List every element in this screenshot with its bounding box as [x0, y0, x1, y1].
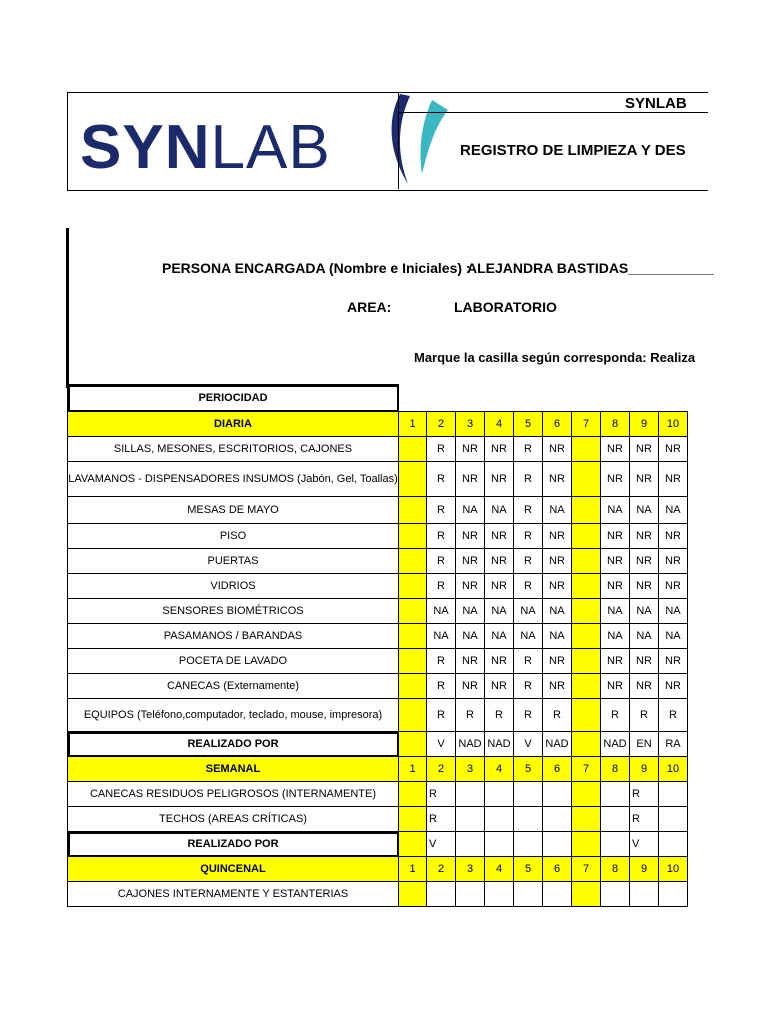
day-cell	[630, 882, 659, 907]
table-row	[68, 497, 688, 524]
day-cell: NR	[601, 649, 630, 674]
left-border	[66, 228, 69, 388]
done-by-cell: NAD	[485, 732, 514, 757]
activity-name: VIDRIOS	[68, 574, 399, 599]
done-by-cell: V	[427, 832, 456, 857]
day-cell	[572, 574, 601, 599]
day-number-7: 7	[572, 857, 601, 882]
day-cell	[456, 882, 485, 907]
header-separator	[398, 92, 399, 189]
day-number-5: 5	[514, 857, 543, 882]
done-by-cell: V	[427, 732, 456, 757]
document-title: REGISTRO DE LIMPIEZA Y DES	[460, 142, 686, 159]
day-cell: NR	[485, 674, 514, 699]
done-by-cell	[659, 832, 688, 857]
biweekly-label: QUINCENAL	[68, 857, 399, 882]
day-number-3: 3	[456, 757, 485, 782]
day-cell: NR	[659, 524, 688, 549]
activity-name: SENSORES BIOMÉTRICOS	[68, 599, 399, 624]
day-number-4: 4	[485, 412, 514, 437]
done-by-cell	[514, 832, 543, 857]
day-cell: NR	[543, 674, 572, 699]
periodicity-label: PERIOCIDAD	[68, 385, 399, 412]
day-cell: NR	[456, 462, 485, 497]
day-number-6: 6	[543, 757, 572, 782]
day-number-6: 6	[543, 857, 572, 882]
day-cell: R	[630, 699, 659, 732]
day-cell	[399, 699, 427, 732]
day-cell	[572, 524, 601, 549]
day-cell: R	[514, 497, 543, 524]
day-cell: NR	[601, 437, 630, 462]
day-cell: NA	[485, 599, 514, 624]
day-cell: R	[427, 699, 456, 732]
activity-name: PISO	[68, 524, 399, 549]
day-cell	[485, 807, 514, 832]
day-number-3: 3	[456, 412, 485, 437]
day-number-3: 3	[456, 857, 485, 882]
day-cell	[399, 882, 427, 907]
day-cell: NR	[543, 549, 572, 574]
day-cell: NR	[659, 649, 688, 674]
day-cell	[572, 549, 601, 574]
day-cell: NR	[485, 524, 514, 549]
responsible-value: ALEJANDRA BASTIDAS___________	[467, 260, 714, 276]
day-cell: R	[427, 497, 456, 524]
day-number-1: 1	[399, 412, 427, 437]
day-number-8: 8	[601, 412, 630, 437]
day-cell: R	[427, 574, 456, 599]
day-cell: R	[514, 574, 543, 599]
day-cell: NR	[601, 462, 630, 497]
day-cell: R	[427, 807, 456, 832]
day-cell: R	[427, 524, 456, 549]
day-cell: R	[601, 699, 630, 732]
day-cell: NR	[659, 462, 688, 497]
day-cell: NR	[456, 574, 485, 599]
cleaning-register-table	[67, 384, 688, 907]
day-cell	[572, 437, 601, 462]
activity-name: MESAS DE MAYO	[68, 497, 399, 524]
done-by-cell	[456, 832, 485, 857]
activity-name: TECHOS (AREAS CRÍTICAS)	[68, 807, 399, 832]
day-cell: R	[514, 462, 543, 497]
day-cell: NR	[630, 549, 659, 574]
header-divider	[398, 112, 708, 113]
day-cell: NA	[543, 599, 572, 624]
day-cell	[572, 807, 601, 832]
day-cell	[572, 599, 601, 624]
day-cell: NR	[543, 462, 572, 497]
activity-name: POCETA DE LAVADO	[68, 649, 399, 674]
day-cell: NR	[456, 649, 485, 674]
day-cell: NA	[659, 624, 688, 649]
synlab-logo	[80, 113, 331, 182]
day-cell: NR	[630, 462, 659, 497]
day-cell: NA	[659, 497, 688, 524]
area-value: LABORATORIO	[454, 299, 557, 315]
day-number-4: 4	[485, 857, 514, 882]
day-cell	[572, 462, 601, 497]
day-cell	[399, 807, 427, 832]
day-cell: R	[659, 699, 688, 732]
day-cell: NR	[659, 437, 688, 462]
day-number-9: 9	[630, 857, 659, 882]
day-cell	[572, 782, 601, 807]
logo-light: LAB	[210, 113, 331, 182]
day-cell: NA	[514, 624, 543, 649]
day-number-4: 4	[485, 757, 514, 782]
done-by-cell: NAD	[543, 732, 572, 757]
day-cell: NA	[659, 599, 688, 624]
day-cell: NA	[427, 624, 456, 649]
day-cell: R	[427, 437, 456, 462]
day-number-1: 1	[399, 857, 427, 882]
weekly-label: SEMANAL	[68, 757, 399, 782]
day-cell	[572, 699, 601, 732]
day-cell: NA	[543, 624, 572, 649]
table-row	[68, 437, 688, 462]
day-cell: NR	[485, 437, 514, 462]
day-cell	[456, 782, 485, 807]
day-cell: NR	[543, 649, 572, 674]
day-cell: NA	[514, 599, 543, 624]
day-cell: NA	[456, 497, 485, 524]
day-cell	[572, 882, 601, 907]
day-cell: NA	[543, 497, 572, 524]
done-by-cell	[572, 832, 601, 857]
day-cell	[572, 674, 601, 699]
done-by-cell	[601, 832, 630, 857]
day-number-10: 10	[659, 757, 688, 782]
day-cell: NA	[485, 624, 514, 649]
day-cell: R	[427, 462, 456, 497]
day-cell: R	[427, 674, 456, 699]
done-by-cell	[399, 732, 427, 757]
day-cell	[399, 462, 427, 497]
day-number-6: 6	[543, 412, 572, 437]
done-by-cell: NAD	[456, 732, 485, 757]
day-cell: R	[514, 674, 543, 699]
day-cell	[514, 882, 543, 907]
done-by-cell: NAD	[601, 732, 630, 757]
synlab-swoosh-icon	[382, 92, 452, 188]
day-cell: R	[514, 699, 543, 732]
done-by-cell	[572, 732, 601, 757]
day-number-7: 7	[572, 412, 601, 437]
day-cell: NR	[630, 574, 659, 599]
table-row	[68, 807, 688, 832]
weekly-header-row	[68, 757, 688, 782]
day-cell	[485, 882, 514, 907]
table-row	[68, 524, 688, 549]
table-row	[68, 624, 688, 649]
day-cell: R	[427, 549, 456, 574]
done-by-cell: EN	[630, 732, 659, 757]
day-cell: R	[630, 807, 659, 832]
day-cell: NR	[543, 437, 572, 462]
day-cell: NR	[659, 674, 688, 699]
day-cell	[427, 882, 456, 907]
day-number-8: 8	[601, 857, 630, 882]
table-row	[68, 574, 688, 599]
day-cell	[399, 574, 427, 599]
activity-name: SILLAS, MESONES, ESCRITORIOS, CAJONES	[68, 437, 399, 462]
day-cell: R	[630, 782, 659, 807]
day-cell: NR	[601, 549, 630, 574]
day-cell: NR	[456, 549, 485, 574]
done-by-label: REALIZADO POR	[68, 732, 399, 757]
day-cell	[543, 782, 572, 807]
day-cell: NA	[456, 599, 485, 624]
day-cell: NR	[485, 549, 514, 574]
day-cell: NA	[630, 599, 659, 624]
day-cell	[601, 782, 630, 807]
day-cell	[659, 807, 688, 832]
activity-name: CANECAS RESIDUOS PELIGROSOS (INTERNAMENTE)	[68, 782, 399, 807]
daily-label: DIARIA	[68, 412, 399, 437]
day-cell: NR	[659, 574, 688, 599]
table-row	[68, 649, 688, 674]
done-by-cell: RA	[659, 732, 688, 757]
logo-bold: SYN	[80, 113, 211, 182]
table-row	[68, 599, 688, 624]
day-number-9: 9	[630, 412, 659, 437]
activity-name: PUERTAS	[68, 549, 399, 574]
daily-header-row	[68, 412, 688, 437]
day-number-2: 2	[427, 857, 456, 882]
done-by-cell	[399, 832, 427, 857]
day-cell	[543, 882, 572, 907]
weekly-done-by-row	[68, 832, 688, 857]
day-cell: NR	[456, 674, 485, 699]
activity-name: LAVAMANOS - DISPENSADORES INSUMOS (Jabón, Gel, Toallas)	[68, 462, 399, 497]
day-cell: R	[543, 699, 572, 732]
day-cell: NR	[485, 649, 514, 674]
day-cell: NR	[601, 574, 630, 599]
day-cell: NR	[485, 574, 514, 599]
day-cell: NA	[601, 497, 630, 524]
done-by-label: REALIZADO POR	[68, 832, 399, 857]
day-number-9: 9	[630, 757, 659, 782]
day-cell: NA	[485, 497, 514, 524]
day-cell	[572, 624, 601, 649]
day-cell	[399, 549, 427, 574]
day-cell: NA	[630, 497, 659, 524]
day-cell: NR	[543, 574, 572, 599]
day-cell	[399, 524, 427, 549]
day-cell	[399, 497, 427, 524]
day-cell: NR	[456, 524, 485, 549]
day-cell	[572, 649, 601, 674]
blank-cell	[399, 385, 688, 412]
day-cell: NR	[601, 524, 630, 549]
day-cell: R	[427, 782, 456, 807]
day-cell: NR	[543, 524, 572, 549]
day-number-7: 7	[572, 757, 601, 782]
day-cell: NR	[630, 674, 659, 699]
activity-name: EQUIPOS (Teléfono,computador, teclado, mouse, impresora)	[68, 699, 399, 732]
table-row	[68, 674, 688, 699]
day-cell: R	[485, 699, 514, 732]
day-cell: R	[514, 437, 543, 462]
day-cell	[399, 782, 427, 807]
done-by-cell: V	[630, 832, 659, 857]
day-cell: NA	[601, 624, 630, 649]
day-cell: R	[427, 649, 456, 674]
done-by-cell	[543, 832, 572, 857]
day-cell: NR	[630, 437, 659, 462]
day-cell: NR	[630, 649, 659, 674]
day-cell: R	[514, 549, 543, 574]
biweekly-header-row	[68, 857, 688, 882]
day-cell	[399, 674, 427, 699]
day-number-5: 5	[514, 757, 543, 782]
day-cell	[399, 437, 427, 462]
day-cell: NA	[427, 599, 456, 624]
day-cell	[601, 882, 630, 907]
day-number-5: 5	[514, 412, 543, 437]
day-cell	[572, 497, 601, 524]
day-cell	[456, 807, 485, 832]
table-row	[68, 549, 688, 574]
day-number-10: 10	[659, 857, 688, 882]
day-cell	[659, 882, 688, 907]
day-cell	[659, 782, 688, 807]
day-cell	[514, 807, 543, 832]
area-label: AREA:	[347, 299, 392, 315]
periodicity-row	[68, 385, 688, 412]
table-row	[68, 462, 688, 497]
day-cell: NA	[630, 624, 659, 649]
day-cell: NR	[601, 674, 630, 699]
day-cell	[399, 599, 427, 624]
table-row	[68, 699, 688, 732]
day-cell: NR	[630, 524, 659, 549]
day-cell: R	[456, 699, 485, 732]
activity-name: CAJONES INTERNAMENTE Y ESTANTERIAS	[68, 882, 399, 907]
day-cell: NR	[485, 462, 514, 497]
responsible-label: PERSONA ENCARGADA (Nombre e Iniciales) :	[162, 260, 471, 276]
day-number-8: 8	[601, 757, 630, 782]
day-cell	[485, 782, 514, 807]
day-number-2: 2	[427, 757, 456, 782]
day-cell	[543, 807, 572, 832]
day-number-10: 10	[659, 412, 688, 437]
day-number-1: 1	[399, 757, 427, 782]
table-row	[68, 882, 688, 907]
activity-name: PASAMANOS / BARANDAS	[68, 624, 399, 649]
day-cell: NR	[456, 437, 485, 462]
day-cell	[399, 624, 427, 649]
done-by-cell: V	[514, 732, 543, 757]
day-cell: R	[514, 649, 543, 674]
day-cell: NR	[659, 549, 688, 574]
table-row	[68, 782, 688, 807]
activity-name: CANECAS (Externamente)	[68, 674, 399, 699]
day-cell	[514, 782, 543, 807]
day-cell: NA	[456, 624, 485, 649]
company-short-name: SYNLAB	[625, 95, 687, 112]
instruction-text: Marque la casilla según corresponda: Realiza	[414, 350, 696, 365]
day-cell	[399, 649, 427, 674]
day-cell: NA	[601, 599, 630, 624]
day-number-2: 2	[427, 412, 456, 437]
day-cell: R	[514, 524, 543, 549]
daily-done-by-row	[68, 732, 688, 757]
day-cell	[601, 807, 630, 832]
done-by-cell	[485, 832, 514, 857]
